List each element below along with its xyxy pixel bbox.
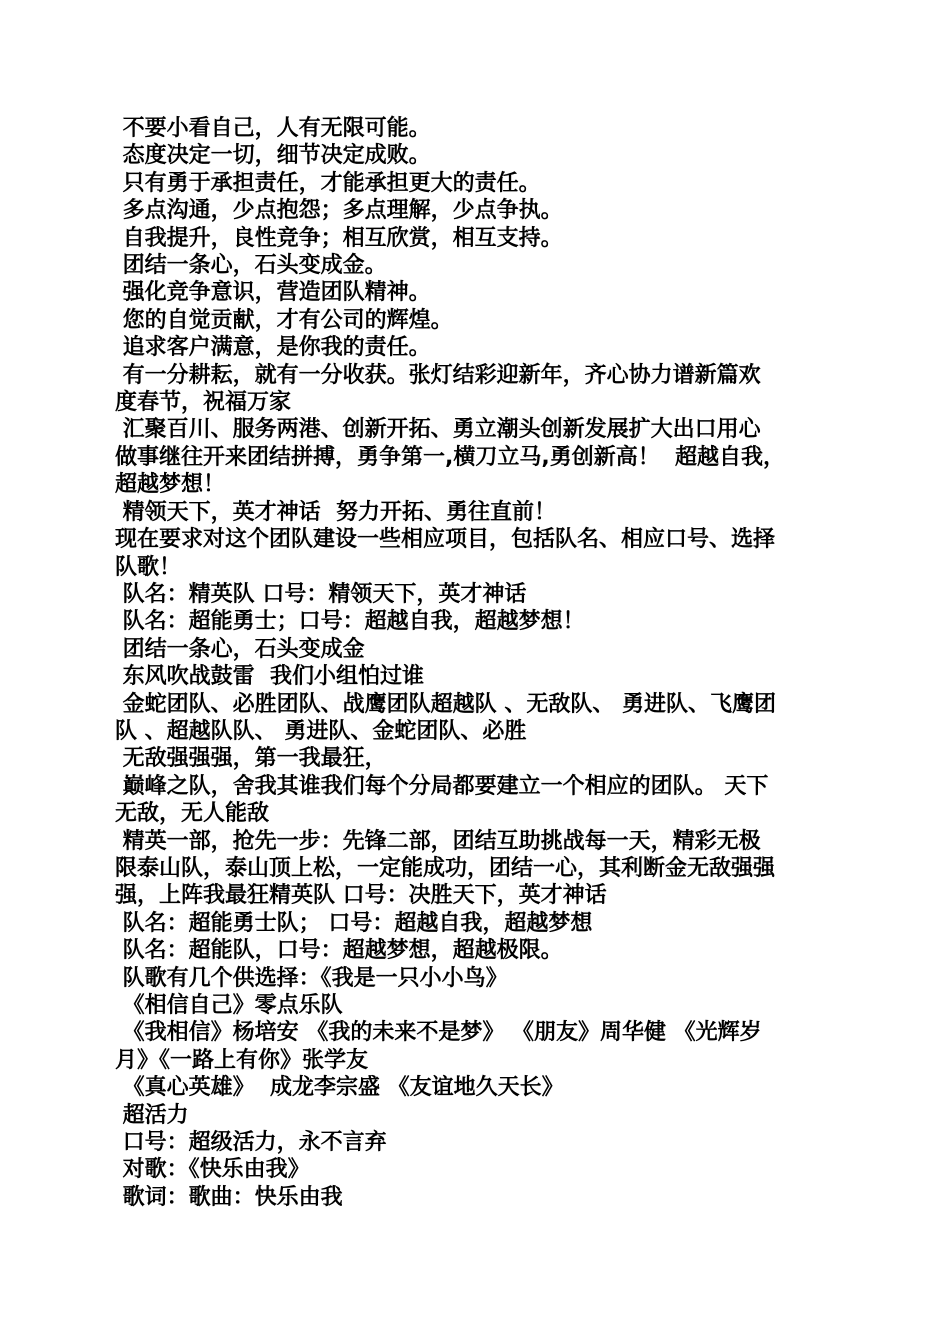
text-line: 限泰山队，泰山顶上松，一定能成功，团结一心，其利断金无敌强强 bbox=[115, 855, 776, 881]
text-line: 超活力 bbox=[115, 1102, 189, 1128]
text-line: 队歌！ bbox=[115, 554, 182, 580]
text-line: 无敌强强强，第一我最狂， bbox=[115, 746, 387, 772]
text-line: 态度决定一切，细节决定成败。 bbox=[115, 143, 431, 169]
text-line: 不要小看自己，人有无限可能。 bbox=[115, 116, 431, 141]
text-line: 队名：超能勇士队； 口号：超越自我，超越梦想 bbox=[115, 910, 593, 936]
text-line: 多点沟通，少点抱怨；多点理解，少点争执。 bbox=[115, 198, 563, 224]
text-line: 队名：精英队 口号：精领天下，英才神话 bbox=[115, 581, 527, 607]
text-line: 现在要求对这个团队建设一些相应项目，包括队名、相应口号、选择 bbox=[115, 527, 776, 553]
text-line: 您的自觉贡献，才有公司的辉煌。 bbox=[115, 307, 453, 333]
text-line: 团结一条心，石头变成金 bbox=[115, 636, 365, 662]
document-page bbox=[115, 115, 840, 1211]
text-line: 对歌：《快乐由我》 bbox=[115, 1157, 310, 1183]
text-line: 强，上阵我最狂精英队 口号：决胜天下，英才神话 bbox=[115, 883, 607, 909]
text-line: 无敌，无人能敌 bbox=[115, 801, 270, 827]
text-line: 队歌有几个供选择：《我是一只小小鸟》 bbox=[115, 965, 508, 991]
text-line: 队名：超能队，口号：超越梦想，超越极限。 bbox=[115, 938, 563, 964]
text-line: 《相信自己》零点乐队 bbox=[115, 993, 343, 1018]
text-line: 金蛇团队、必胜团队、战鹰团队超越队 、无敌队、 勇进队、飞鹰团 bbox=[115, 691, 776, 717]
text-line: 做事继往开来团结拼搏，勇争第一,横刀立马,勇创新高！ 超越自我， bbox=[115, 444, 786, 470]
text-line: 有一分耕耘，就有一分收获。张灯结彩迎新年，齐心协力谱新篇欢 bbox=[115, 362, 761, 388]
text-line: 歌词：歌曲：快乐由我 bbox=[115, 1184, 343, 1210]
text-line: 精领天下，英才神话 努力开拓、勇往直前！ bbox=[115, 499, 556, 525]
text-line: 团结一条心，石头变成金。 bbox=[115, 253, 387, 279]
text-line: 队 、超越队队、 勇进队、金蛇团队、必胜 bbox=[115, 718, 527, 744]
text-line: 超越梦想！ bbox=[115, 472, 226, 498]
text-line: 《真心英雄》 成龙李宗盛 《友谊地久天长》 bbox=[115, 1075, 564, 1101]
text-line: 汇聚百川、服务两港、创新开拓、勇立潮头创新发展扩大出口用心 bbox=[115, 417, 761, 443]
text-line: 口号：超级活力，永不言弃 bbox=[115, 1130, 387, 1156]
text-line: 队名：超能勇士；口号：超越自我，超越梦想！ bbox=[115, 609, 585, 635]
text-line: 精英一部，抢先一步：先锋二部，团结互助挑战每一天，精彩无极 bbox=[115, 828, 761, 854]
text-line: 追求客户满意，是你我的责任。 bbox=[115, 335, 431, 361]
text-line: 东风吹战鼓雷 我们小组怕过谁 bbox=[115, 664, 424, 690]
text-line: 只有勇于承担责任，才能承担更大的责任。 bbox=[115, 170, 541, 196]
text-line: 月》《一路上有你》张学友 bbox=[115, 1047, 369, 1073]
text-line: 强化竞争意识，营造团队精神。 bbox=[115, 280, 431, 306]
text-line: 巅峰之队，舍我其谁我们每个分局都要建立一个相应的团队。 天下 bbox=[115, 773, 769, 799]
text-line: 《我相信》杨培安 《我的未来不是梦》 《朋友》周华健 《光辉岁 bbox=[115, 1020, 762, 1046]
text-line: 自我提升，良性竞争；相互欣赏，相互支持。 bbox=[115, 225, 563, 251]
text-line: 度春节，祝福万家 bbox=[115, 390, 292, 416]
